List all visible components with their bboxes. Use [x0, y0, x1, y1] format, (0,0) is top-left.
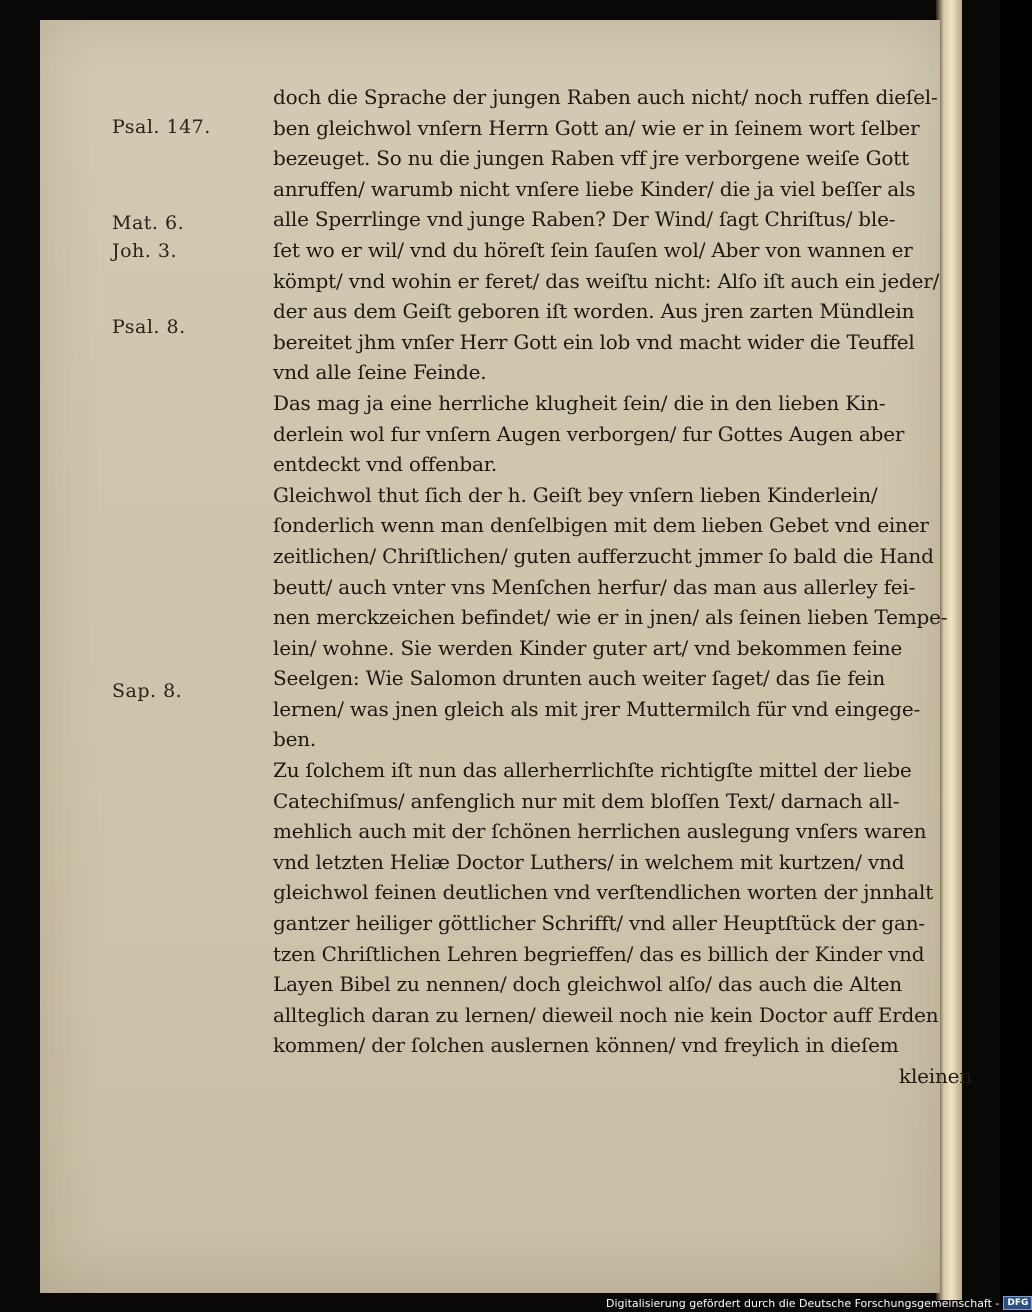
text-line: Das mag ja eine herrliche klugheit ſein/ die in den lieben Kin- — [273, 390, 886, 415]
text-line: gantzer heiliger göttlicher Schrifft/ vnd aller Heuptſtück der gan- — [273, 911, 925, 936]
text-line: Catechiſmus/ anfenglich nur mit dem bloſſen Text/ darnach all- — [273, 788, 900, 813]
text-line: Gleichwol thut ſich der h. Geiſt bey vnſern lieben Kinderlein/ — [273, 482, 878, 507]
catchword: kleinen — [899, 1064, 972, 1088]
text-line: ben. — [273, 727, 317, 752]
text-line: kömpt/ vnd wohin er feret/ das weiſtu nicht: Alſo iſt auch ein jeder/ — [273, 268, 940, 293]
text-line: der aus dem Geiſt geboren iſt worden. Aus jren zarten Mündlein — [273, 299, 915, 324]
body-text — [273, 82, 978, 1092]
text-line: zeitlichen/ Chriſtlichen/ guten aufferzucht jmmer ſo bald die Hand — [273, 543, 934, 568]
book-page — [40, 20, 972, 1293]
text-line: nen merckzeichen befindet/ wie er in jnen/ als ſeinen lieben Tempe- — [273, 605, 948, 630]
text-line: entdeckt vnd offenbar. — [273, 452, 498, 477]
text-line: beutt/ auch vnter vns Menſchen herfur/ das man aus allerley fei- — [273, 574, 916, 599]
text-line: lernen/ was jnen gleich als mit jrer Muttermilch für vnd eingege- — [273, 696, 921, 721]
margin-reference: Sap. 8. — [112, 680, 183, 702]
text-line: doch die Sprache der jungen Raben auch nicht/ noch ruffen dieſel- — [273, 85, 938, 109]
text-line: Seelgen: Wie Salomon drunten auch weiter ſaget/ das ſie fein — [273, 666, 886, 691]
digitization-footer — [606, 1296, 1032, 1310]
text-line: alle Sperrlinge vnd junge Raben? Der Wind/ ſagt Chriſtus/ ble- — [273, 207, 896, 232]
text-line: bezeuget. So nu die jungen Raben vff jre verborgene weiſe Gott — [273, 146, 909, 171]
text-line: ben gleichwol vnſern Herrn Gott an/ wie er in ſeinem wort ſelber — [273, 115, 920, 140]
text-line: derlein wol fur vnſern Augen verborgen/ fur Gottes Augen aber — [273, 421, 905, 446]
text-line: Layen Bibel zu nennen/ doch gleichwol alſo/ das auch die Alten — [273, 972, 902, 997]
dfg-logo: DFG — [1003, 1296, 1032, 1310]
text-line: anruffen/ warumb nicht vnſere liebe Kinder/ die ja viel beſſer als — [273, 176, 916, 201]
text-line: gleichwol feinen deutlichen vnd verſtendlichen worten der jnnhalt — [273, 880, 934, 905]
text-line: bereitet jhm vnſer Herr Gott ein lob vnd macht wider die Teuffel — [273, 329, 915, 354]
text-line: ſet wo er wil/ vnd du höreſt ſein ſauſen wol/ Aber von wannen er — [273, 237, 913, 262]
margin-reference: Joh. 3. — [112, 240, 177, 262]
funding-credit: Digitalisierung gefördert durch die Deutsche Forschungsgemeinschaft - — [606, 1296, 1000, 1310]
margin-reference: Mat. 6. — [112, 212, 185, 234]
text-line: kommen/ der ſolchen auslernen können/ vnd freylich in dieſem — [273, 1033, 899, 1058]
margin-reference: Psal. 147. — [112, 116, 211, 138]
text-line: vnd letzten Heliæ Doctor Luthers/ in welchem mit kurtzen/ vnd — [273, 849, 905, 874]
text-line: tzen Chriſtlichen Lehren begrieffen/ das es billich der Kinder vnd — [273, 941, 925, 966]
text-line: ſonderlich wenn man denſelbigen mit dem lieben Gebet vnd einer — [273, 513, 929, 538]
text-line: Zu ſolchem iſt nun das allerherrlichſte richtigſte mittel der liebe — [273, 758, 912, 783]
text-line: lein/ wohne. Sie werden Kinder guter art/ vnd bekommen feine — [273, 635, 903, 660]
text-line: allteglich daran zu lernen/ dieweil noch nie kein Doctor auff Erden — [273, 1002, 939, 1027]
text-line: mehlich auch mit der ſchönen herrlichen auslegung vnſers waren — [273, 819, 927, 844]
margin-reference: Psal. 8. — [112, 316, 186, 338]
text-line: vnd alle ſeine Feinde. — [273, 360, 487, 385]
